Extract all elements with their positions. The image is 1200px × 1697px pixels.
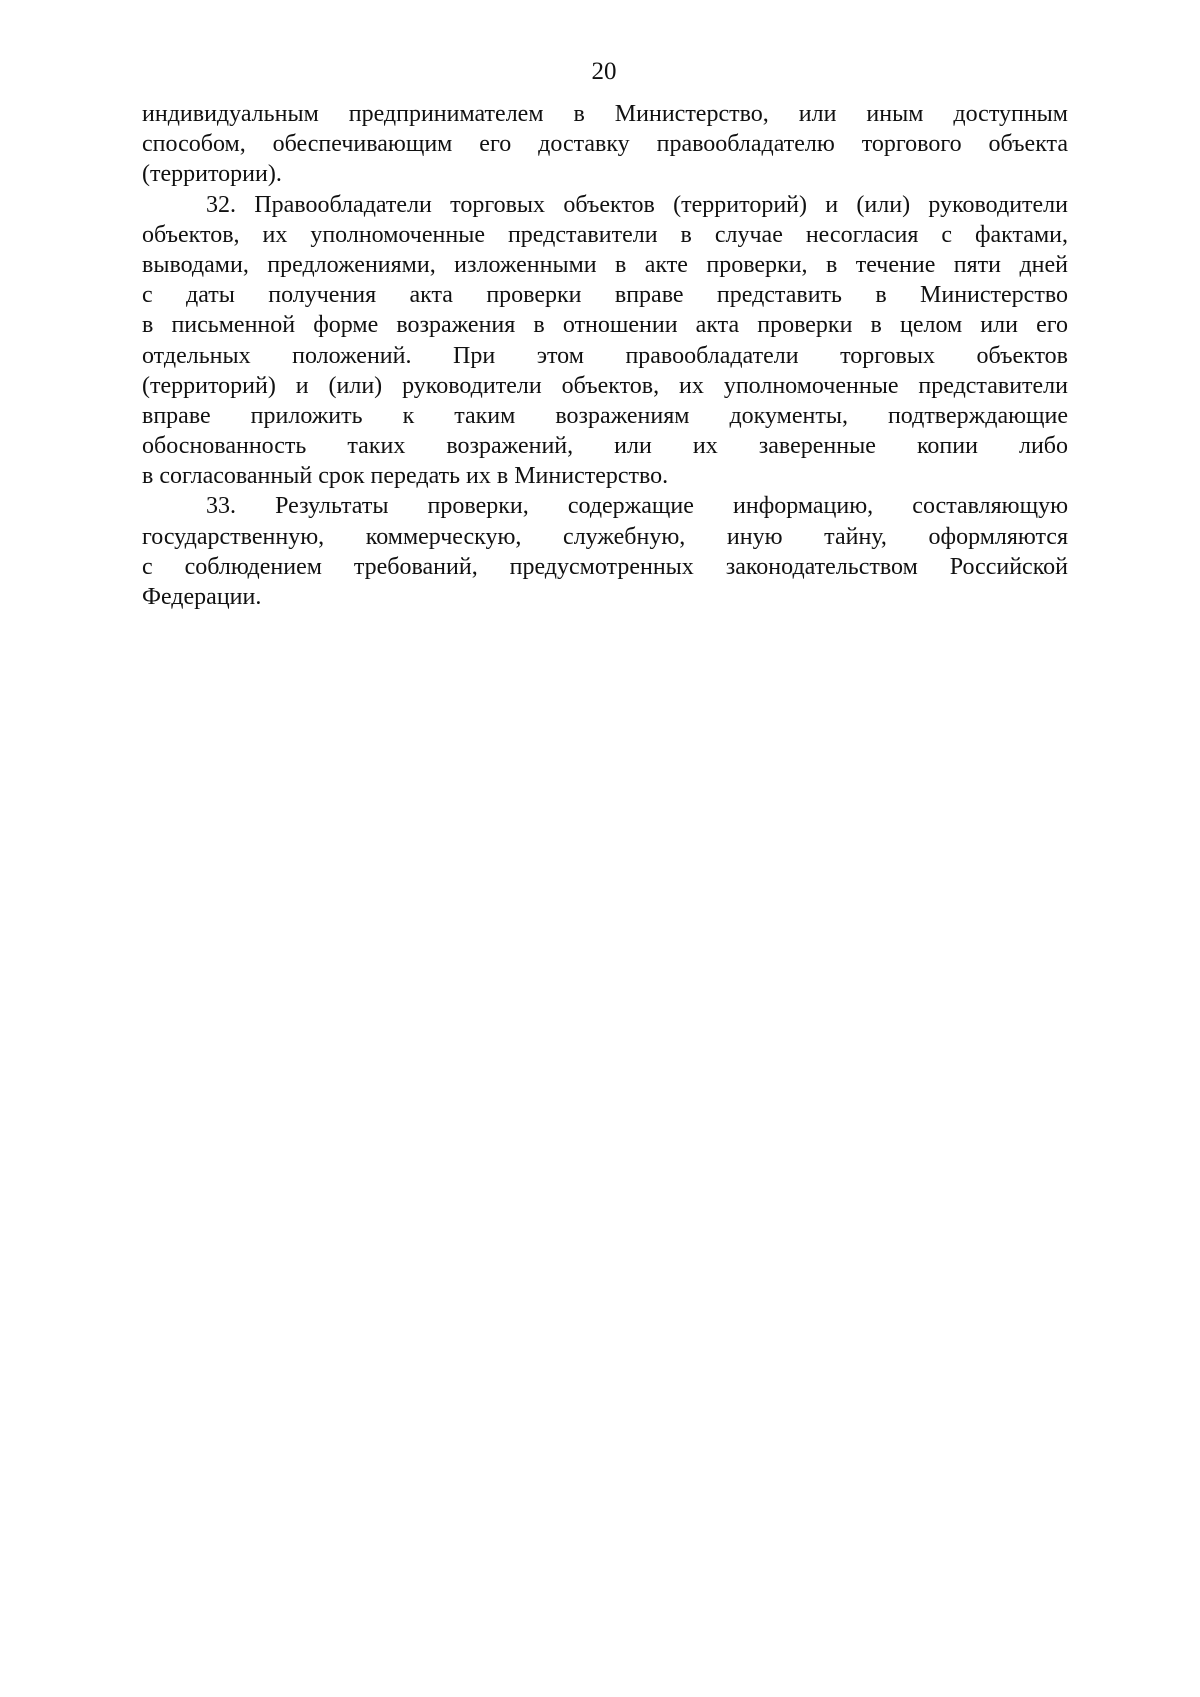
- text-line: индивидуальным предпринимателем в Министерство, или иным доступным: [142, 101, 1068, 127]
- text-line: (территорий) и (или) руководители объектов, их уполномоченные представители: [142, 372, 1068, 399]
- text-line: объектов, их уполномоченные представители в случае несогласия с фактами,: [142, 221, 1068, 248]
- text-line: вправе приложить к таким возражениям документы, подтверждающие: [142, 402, 1068, 429]
- text-line: в письменной форме возражения в отношении акта проверки в целом или его: [142, 312, 1068, 339]
- text-line: государственную, коммерческую, служебную, иную тайну, оформляются: [142, 523, 1068, 550]
- text-line: с даты получения акта проверки вправе представить в Министерство: [142, 282, 1068, 309]
- text-line: способом, обеспечивающим его доставку правообладателю торгового объекта: [142, 131, 1068, 158]
- paragraph-32-start: 32. Правообладатели торговых объектов (территорий) и (или) руководители: [206, 191, 1068, 218]
- text-line: (территории).: [142, 161, 282, 188]
- page-number: 20: [591, 58, 617, 85]
- text-line: с соблюдением требований, предусмотренных законодательством Российской: [142, 553, 1068, 580]
- text-line: обоснованность таких возражений, или их заверенные копии либо: [142, 433, 1068, 460]
- text-line: отдельных положений. При этом правообладатели торговых объектов: [142, 342, 1068, 369]
- text-line: выводами, предложениями, изложенными в акте проверки, в течение пяти дней: [142, 251, 1068, 278]
- document-body: [142, 99, 1068, 612]
- paragraph-33-start: 33. Результаты проверки, содержащие информацию, составляющую: [206, 493, 1068, 520]
- text-line: Федерации.: [142, 584, 262, 610]
- text-line: в согласованный срок передать их в Министерство.: [142, 463, 669, 490]
